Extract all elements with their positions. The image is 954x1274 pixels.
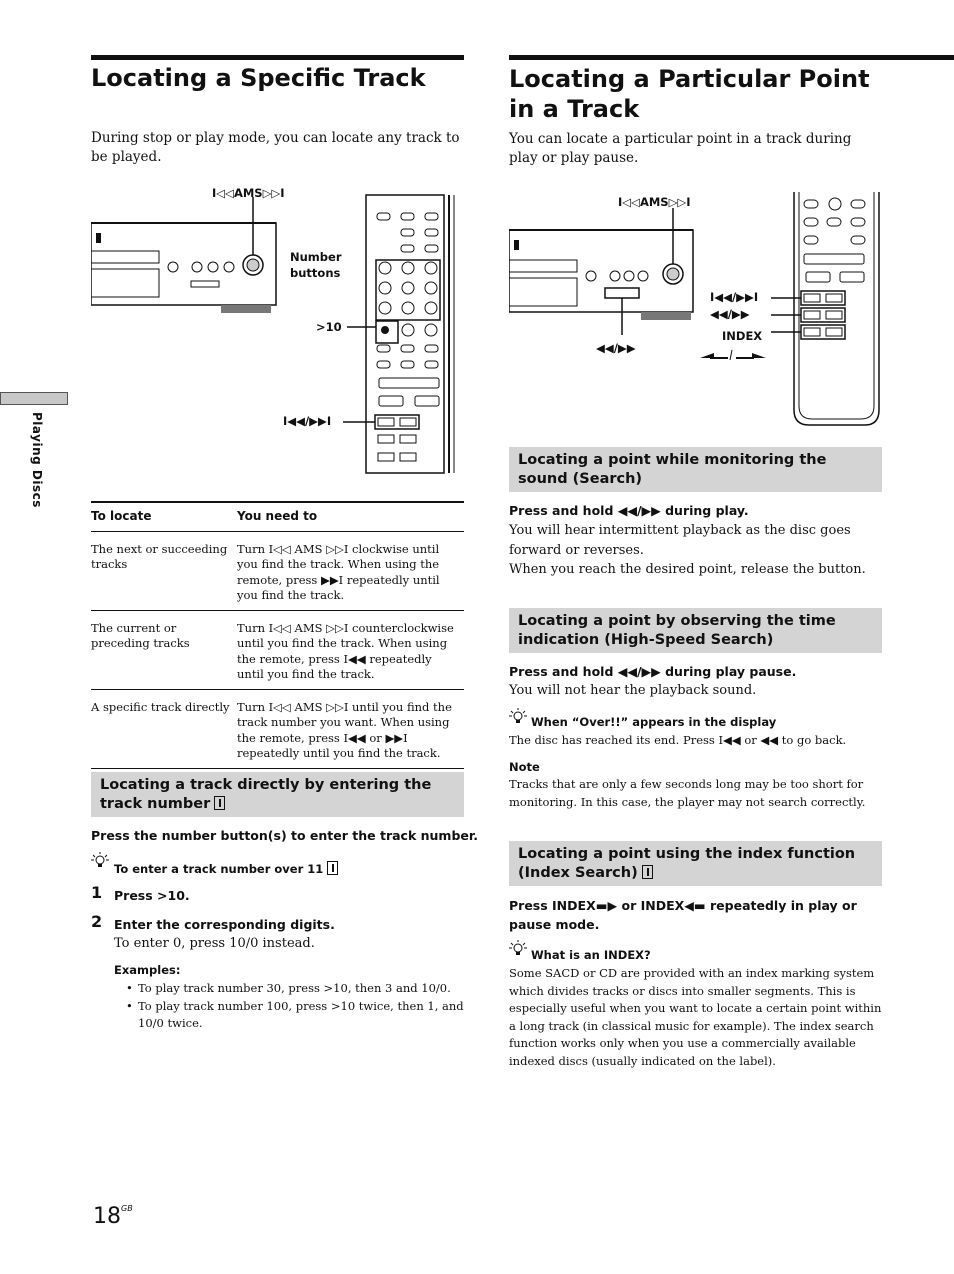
section-heading-direct [91,772,464,817]
intro-left: During stop or play mode, you can locate any track to be played. [91,130,460,165]
section-heading-index [509,841,882,886]
section-heading-text: Locating a track directly by entering the track number [100,777,432,812]
table-cell: The current or preceding tracks [91,610,237,689]
page-title-right-line1: Locating a Particular Point [509,65,870,93]
remote-only-icon [327,861,338,875]
table-header-row [91,502,464,531]
step-number: 1 [91,883,103,902]
table-row [91,689,464,768]
lightbulb-tip-icon [509,940,527,962]
table-cell: Turn I◁◁ AMS ▷▷I until you find the track number you want. When using the remote, press I◀◀ or ▶▶I repeatedly until you find the track. [237,689,464,768]
prev-next-label-right: I◀◀/▶▶I [710,290,759,304]
direct-tip-text: To enter a track number over 11 [114,862,324,876]
index-tip-body: Some SACD or CD are provided with an index marking system which divides tracks or discs into smaller segments. This is especially useful when you want to locate a certain point within a long track (in classical music for example). The index search function works only when you use a commercially available indexed discs (usually indicated on the label). [509,966,882,1068]
search-body-2: When you reach the desired point, release the button. [509,562,866,577]
index-arrows-icon [700,346,766,365]
lightbulb-tip-icon [509,708,527,730]
page-number-value: 18 [93,1204,121,1229]
table-cell: A specific track directly [91,689,237,768]
ams-label-left: I◁◁AMS▷▷I [212,186,285,200]
search-label-right: ◀◀/▶▶ [710,307,750,321]
remote-only-icon [642,865,653,879]
examples-label: Examples: [114,963,181,977]
hs-body: You will not hear the playback sound. [509,683,757,698]
hs-tip-body: The disc has reached its end. Press I◀◀ or ◀◀ to go back. [509,733,847,747]
locate-table [91,501,464,769]
section-heading-text: Locating a point using the index function (Index Search) [518,846,856,881]
lightbulb-tip-icon [91,852,109,874]
index-tip-title: What is an INDEX? [531,948,651,962]
step-1-text: Press >10. [114,888,190,903]
table-cell: Turn I◁◁ AMS ▷▷I counterclockwise until you find the track. When using the remote, press I◀◀ repeatedly until you find the track. [237,610,464,689]
list-item: • To play track number 100, press >10 twice, then 1, and 10/0 twice. [138,998,464,1033]
section-heading-text: Locating a point by observing the time indication (High-Speed Search) [518,613,836,648]
step-number: 2 [91,912,103,931]
table-cell: Turn I◁◁ AMS ▷▷I clockwise until you find the track. When using the remote, press ▶▶I repeatedly until you find the track. [237,531,464,610]
ams-label-right: I◁◁AMS▷▷I [618,195,691,209]
table-row [91,610,464,689]
note-body: Tracks that are only a few seconds long may be too short for monitoring. In this case, the player may not search correctly. [509,777,866,809]
hs-tip-title: When “Over!!” appears in the display [531,715,777,729]
remote-only-icon [214,796,225,810]
section-heading-search [509,447,882,492]
list-item: • To play track number 30, press >10, then 3 and 10/0. [138,980,464,998]
step-2-text: Enter the corresponding digits. [114,917,335,932]
search-bottom-label: ◀◀/▶▶ [596,341,636,355]
hs-instruction: Press and hold ◀◀/▶▶ during play pause. [509,664,797,679]
index-instruction: Press INDEX▬▶ or INDEX◀▬ repeatedly in play or pause mode. [509,898,857,932]
page-title-left: Locating a Specific Track [91,64,426,92]
table-header: You need to [237,502,464,531]
table-row [91,531,464,610]
examples-list [126,980,464,1033]
table-cell: The next or succeeding tracks [91,531,237,610]
step-2-note: To enter 0, press 10/0 instead. [114,936,315,951]
player-remote-illustration-left [91,185,464,475]
table-header: To locate [91,502,237,531]
title-rule [91,55,464,60]
prev-next-label-left: I◀◀/▶▶I [283,414,332,428]
side-tab-marker [0,392,68,405]
intro-right: You can locate a particular point in a track during play or play pause. [509,131,852,166]
search-body-1: You will hear intermittent playback as the disc goes forward or reverses. [509,523,851,558]
index-label: INDEX [722,329,763,343]
gt10-label: >10 [316,320,342,334]
number-buttons-label: Number buttons [290,250,342,280]
section-heading-high-speed [509,608,882,653]
page-number [93,1204,133,1229]
direct-tip-title [114,861,338,876]
side-tab-label: Playing Discs [30,412,44,508]
title-rule [509,55,954,60]
note-label: Note [509,760,540,774]
section-heading-text: Locating a point while monitoring the sound (Search) [518,452,827,487]
player-remote-illustration-right [509,190,889,430]
page-suffix: GB [121,1204,133,1213]
search-instruction: Press and hold ◀◀/▶▶ during play. [509,503,749,518]
direct-instruction: Press the number button(s) to enter the track number. [91,828,478,843]
page-title-right-line2: in a Track [509,95,640,123]
